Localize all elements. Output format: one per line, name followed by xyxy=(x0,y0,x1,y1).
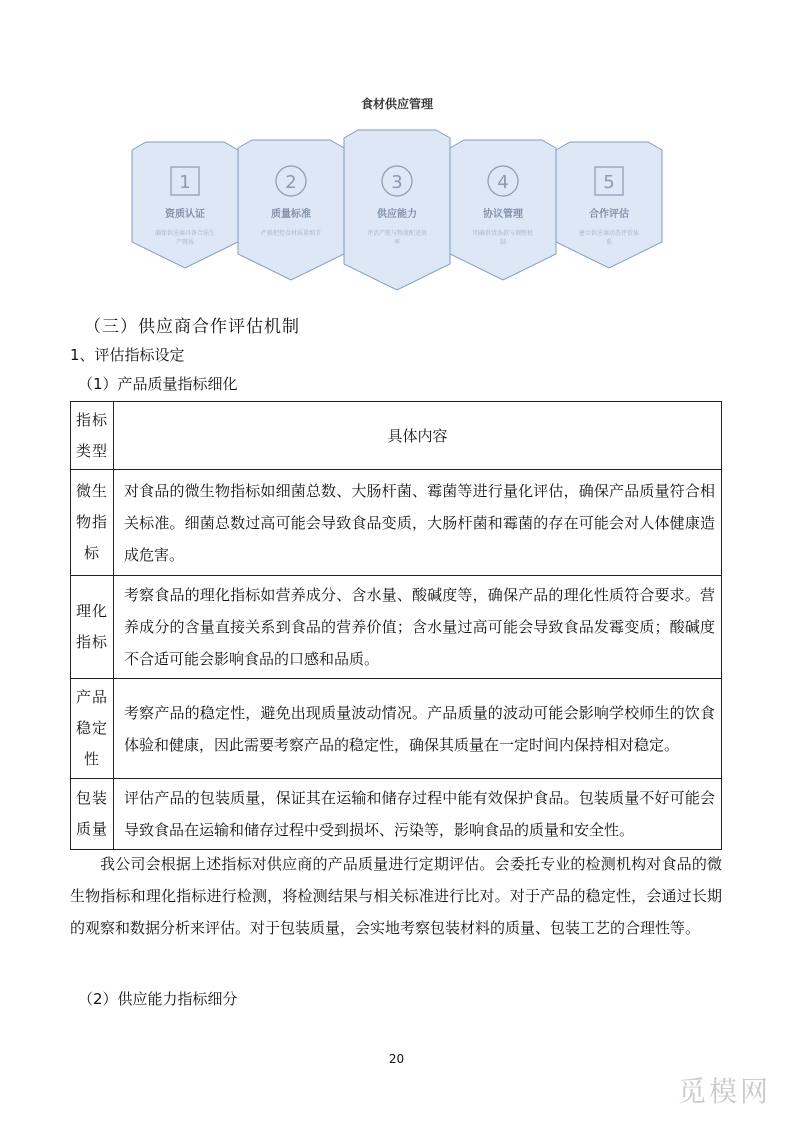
step-shape xyxy=(556,142,662,268)
step-number: 2 xyxy=(285,172,297,193)
sub-sub-heading: （1）产品质量指标细化 xyxy=(78,375,238,393)
step-title: 资质认证 xyxy=(165,209,205,220)
step-title: 合作评估 xyxy=(589,209,629,220)
row-content: 考察食品的理化指标如营养成分、含水量、酸碱度等，确保产品的理化性质符合要求。营养成分的含量直接关系到食品的营养价值；含水量过高可能会导致食品发霉变质；酸碱度不合适可能会影响食品的口感和品质。 xyxy=(114,576,722,679)
row-type: 产品稳定性 xyxy=(71,679,114,779)
sub-heading: 1、评估指标设定 xyxy=(70,346,185,364)
step-title: 供应能力 xyxy=(377,209,417,220)
evaluation-paragraph: 我公司会根据上述指标对供应商的产品质量进行定期评估。会委托专业的检测机构对食品的微生物指标和理化指标进行检测，将检测结果与相关标准进行比对。对于产品的稳定性，会通过长期的观察和数据分析来评估。对于包装质量，会实地考察包装材料的质量、包装工艺的合理性等。 xyxy=(70,855,722,937)
step-number: 5 xyxy=(603,172,615,193)
table-header-row xyxy=(71,402,722,470)
quality-indicator-table xyxy=(70,401,722,850)
table-row xyxy=(71,470,722,576)
sub-sub-heading-2: （2）供应能力指标细分 xyxy=(78,990,238,1008)
step-description: 评估产能与物流配送效 xyxy=(366,230,428,237)
section-heading: （三）供应商合作评估机制 xyxy=(84,317,300,337)
step-number: 1 xyxy=(179,172,191,193)
step-number: 3 xyxy=(391,172,403,193)
table-row xyxy=(71,576,722,679)
step-title: 质量标准 xyxy=(271,209,311,220)
row-content: 考察产品的稳定性，避免出现质量波动情况。产品质量的波动可能会影响学校师生的饮食体验和健康，因此需要考察产品的稳定性，确保其质量在一定时间内保持相对稳定。 xyxy=(114,679,722,779)
diagram-title: 食材供应管理 xyxy=(360,97,434,111)
header-type: 指标类型 xyxy=(71,402,114,470)
table-row xyxy=(71,679,722,779)
diagram-step xyxy=(132,142,238,268)
step-description: 率 xyxy=(393,239,401,246)
page-number: 20 xyxy=(388,1052,405,1066)
diagram-step xyxy=(238,140,344,280)
supply-management-diagram xyxy=(0,0,793,300)
step-description: 系 xyxy=(605,239,613,246)
header-content: 具体内容 xyxy=(114,402,722,470)
row-content: 评估产品的包装质量，保证其在运输和储存过程中能有效保护食品。包装质量不好可能会导致食品在运输和储存过程中受到损坏、污染等，影响食品的质量和安全性。 xyxy=(114,779,722,850)
step-description: 确保供应商具备合法生 xyxy=(154,230,216,237)
row-type: 理化指标 xyxy=(71,576,114,679)
step-description: 建立供应商动态评价体 xyxy=(578,230,640,237)
step-description: 产资质 xyxy=(175,239,195,246)
step-number: 4 xyxy=(497,172,509,193)
diagram-step xyxy=(556,142,662,268)
step-description: 制 xyxy=(499,239,507,246)
watermark: 觅模网 xyxy=(677,1075,771,1108)
step-description: 明确供货条款与调整机 xyxy=(472,230,534,237)
row-type: 微生物指标 xyxy=(71,470,114,576)
diagram-step xyxy=(450,140,556,280)
step-title: 协议管理 xyxy=(483,209,523,220)
row-type: 包装质量 xyxy=(71,779,114,850)
row-content: 对食品的微生物指标如细菌总数、大肠杆菌、霉菌等进行量化评估，确保产品质量符合相关标准。细菌总数过高可能会导致食品变质，大肠杆菌和霉菌的存在可能会对人体健康造成危害。 xyxy=(114,470,722,576)
step-shape xyxy=(132,142,238,268)
diagram-step xyxy=(344,130,450,290)
step-description: 严格把控食材质量细节 xyxy=(260,230,322,237)
table-row xyxy=(71,779,722,850)
